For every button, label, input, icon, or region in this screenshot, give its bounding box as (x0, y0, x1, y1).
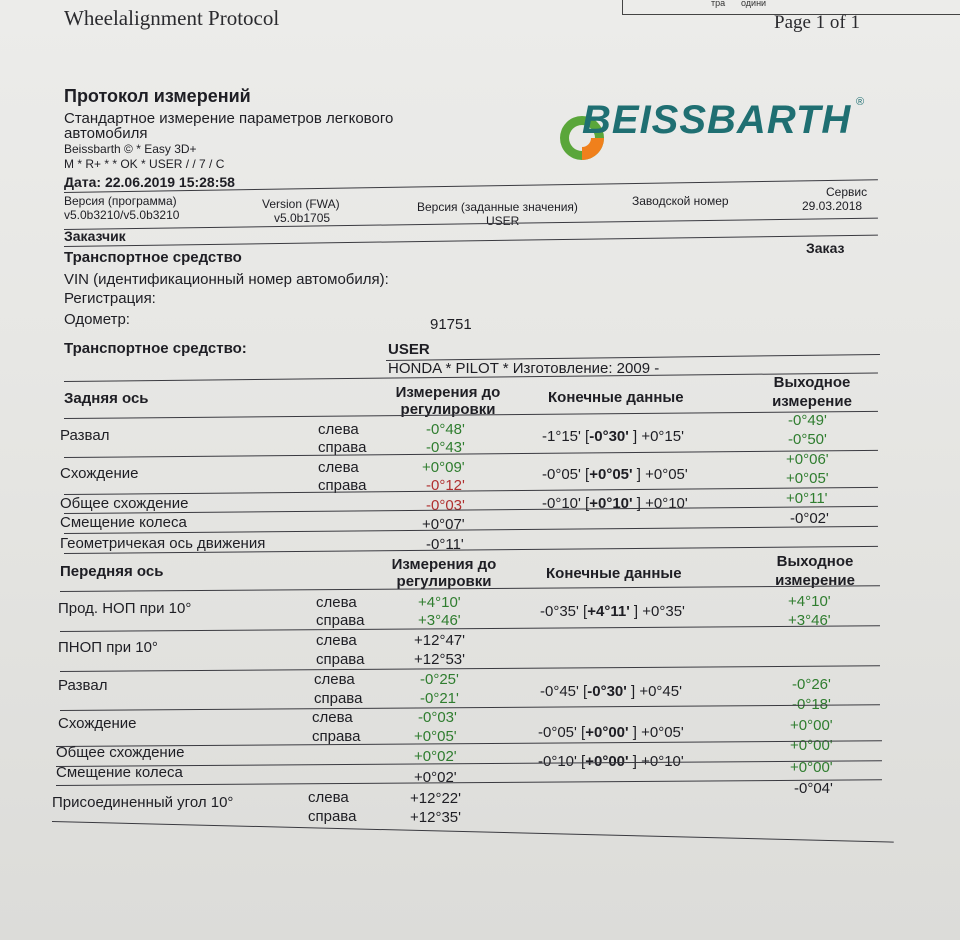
setpoints-version-label: Версия (заданные значения) (417, 200, 578, 214)
registration-label: Регистрация: (64, 290, 156, 307)
front-camber-out-right: -0°18' (792, 696, 831, 713)
front-toe-out-left: +0°00' (790, 717, 833, 734)
serial-number-label: Заводской номер (632, 194, 729, 208)
front-axle-title: Передняя ось (60, 563, 164, 580)
rear-offset-label: Смещение колеса (60, 514, 187, 531)
fwa-version-label: Version (FWA) (262, 197, 340, 211)
included-angle-before-left: +12°22' (410, 790, 461, 807)
front-camber-left-label: слева (314, 671, 355, 688)
rear-toe-before-left: +0°09' (422, 459, 465, 476)
front-toe-right-label: справа (312, 728, 361, 745)
logo-registered: ® (856, 96, 865, 108)
rule-rear-toe (64, 487, 878, 495)
strip-text-2: одини (741, 0, 767, 8)
rear-toe-out-left: +0°06' (786, 451, 829, 468)
program-version-label: Версия (программа) (64, 194, 177, 208)
rear-col-out-1: Выходное (773, 374, 851, 391)
program-version-value: v5.0b3210/v5.0b3210 (64, 208, 180, 222)
front-toe-out-right: +0°00' (790, 737, 833, 754)
beissbarth-logo (556, 96, 866, 164)
vin-label: VIN (идентификационный номер автомобиля): (64, 271, 389, 288)
vehicle-model: HONDA * PILOT * Изготовление: 2009 - (388, 360, 660, 377)
front-caster-label: Прод. НОП при 10° (58, 600, 192, 617)
included-angle-left-label: слева (308, 789, 349, 806)
rear-col-out-2: измерение (772, 393, 852, 410)
logo-text: BEISSBARTH (582, 98, 852, 142)
front-caster-right-label: справа (316, 612, 365, 629)
front-camber-before-left: -0°25' (420, 671, 459, 688)
order-label: Заказ (806, 240, 845, 256)
front-sai-left-label: слева (316, 632, 357, 649)
front-col-target: Конечные данные (546, 565, 682, 582)
front-total-toe-target-max: ] +0°10' (628, 753, 684, 770)
rear-camber-left-label: слева (318, 421, 359, 438)
rear-offset-out: -0°02' (790, 510, 829, 527)
rear-total-toe-target-nominal: +0°10' (589, 495, 633, 512)
front-camber-target (540, 683, 682, 700)
rear-col-before (378, 384, 518, 418)
rear-camber-before-left: -0°48' (426, 421, 465, 438)
included-angle-label: Присоединенный угол 10° (52, 794, 234, 811)
vehicle-label: Транспортное средство (64, 249, 242, 266)
rear-thrust-label: Геометричекая ось движения (60, 535, 266, 552)
rule-bottom (52, 821, 894, 843)
rear-toe-target-nominal: +0°05' (589, 466, 633, 483)
rear-total-toe-label: Общее схождение (60, 495, 189, 512)
front-total-toe-target-nominal: +0°00' (585, 753, 629, 770)
front-offset-out: -0°04' (794, 780, 833, 797)
rear-toe-before-right: -0°12' (426, 477, 465, 494)
front-col-out (750, 552, 880, 590)
rule-front-camber (60, 704, 880, 711)
rule-customer (64, 218, 878, 230)
front-col-before-1: Измерения до (391, 556, 497, 573)
rear-total-toe-target-min: -0°10' [ (542, 495, 590, 512)
front-camber-right-label: справа (314, 690, 363, 707)
front-camber-target-min: -0°45' [ (540, 683, 588, 700)
front-col-out-2: измерение (775, 572, 855, 589)
front-caster-target (540, 603, 685, 620)
page-number: Page 1 of 1 (774, 12, 861, 33)
front-camber-target-nominal: -0°30' (587, 683, 627, 700)
rule-vehicle (64, 235, 878, 247)
front-caster-target-min: -0°35' [ (540, 603, 588, 620)
rear-axle-title: Задняя ось (64, 390, 149, 407)
odometer-value: 91751 (430, 316, 472, 333)
rule-front-sai (60, 665, 880, 672)
front-toe-target-max: ] +0°05' (628, 724, 684, 741)
front-toe-target-min: -0°05' [ (538, 724, 586, 741)
front-camber-target-max: ] +0°45' (626, 683, 682, 700)
rear-camber-out-left: -0°49' (788, 412, 827, 429)
rear-toe-right-label: справа (318, 477, 367, 494)
front-col-before (374, 556, 514, 590)
front-camber-out-left: -0°26' (792, 676, 831, 693)
front-toe-before-left: -0°03' (418, 709, 457, 726)
vehicle-label-2: Транспортное средство: (64, 340, 247, 357)
front-camber-before-right: -0°21' (420, 690, 459, 707)
status-codes: M * R+ * * OK * USER / / 7 / C (64, 157, 225, 171)
front-col-out-1: Выходное (776, 553, 854, 570)
front-caster-out-right: +3°46' (788, 612, 831, 629)
front-sai-before-right: +12°53' (414, 651, 465, 668)
rear-total-toe-target-max: ] +0°10' (632, 495, 688, 512)
service-date: 29.03.2018 (802, 199, 863, 213)
strip-text-1: тра (711, 0, 726, 8)
rear-col-target: Конечные данные (548, 389, 684, 406)
front-total-toe-target-min: -0°10' [ (538, 753, 586, 770)
front-total-toe-out: +0°00' (790, 759, 833, 776)
front-total-toe-label: Общее схождение (56, 744, 185, 761)
rear-camber-target-max: ] +0°15' (628, 428, 684, 445)
document-title: Wheelalignment Protocol (64, 6, 280, 30)
rear-col-before-2: регулировки (400, 401, 496, 418)
rear-toe-target (542, 466, 688, 483)
rear-total-toe-before: -0°03' (426, 497, 465, 514)
vehicle-user: USER (388, 341, 430, 358)
rear-toe-target-min: -0°05' [ (542, 466, 590, 483)
protocol-title: Протокол измерений (64, 86, 251, 106)
rear-col-before-1: Измерения до (395, 384, 501, 401)
front-sai-label: ПНОП при 10° (58, 639, 158, 656)
protocol-subtitle-2: автомобиля (64, 125, 148, 142)
customer-label: Заказчик (64, 228, 126, 244)
rear-col-out (748, 373, 876, 411)
rear-camber-target-nominal: -0°30' (589, 428, 629, 445)
rear-camber-target (542, 428, 684, 445)
included-angle-before-right: +12°35' (410, 809, 461, 826)
rear-toe-target-max: ] +0°05' (632, 466, 688, 483)
front-offset-before: +0°02' (414, 769, 457, 786)
front-sai-right-label: справа (316, 651, 365, 668)
front-toe-label: Схождение (58, 715, 137, 732)
odometer-label: Одометр: (64, 311, 130, 328)
front-caster-before-right: +3°46' (418, 612, 461, 629)
rear-toe-left-label: слева (318, 459, 359, 476)
rear-camber-before-right: -0°43' (426, 439, 465, 456)
rear-toe-label: Схождение (60, 465, 139, 482)
front-toe-target-nominal: +0°00' (585, 724, 629, 741)
rear-toe-out-right: +0°05' (786, 470, 829, 487)
front-caster-left-label: слева (316, 594, 357, 611)
device-name: Beissbarth © * Easy 3D+ (64, 142, 197, 156)
rear-thrust-before: -0°11' (426, 536, 464, 553)
fwa-version-value: v5.0b1705 (274, 211, 331, 225)
front-sai-before-left: +12°47' (414, 632, 465, 649)
rear-camber-right-label: справа (318, 439, 367, 456)
rear-camber-target-min: -1°15' [ (542, 428, 590, 445)
rear-total-toe-out: +0°11' (786, 490, 828, 507)
front-toe-target (538, 724, 684, 741)
measurement-date: Дата: 22.06.2019 15:28:58 (64, 174, 235, 190)
front-caster-out-left: +4°10' (788, 593, 831, 610)
setpoints-version-value: USER (486, 214, 520, 228)
rear-offset-before: +0°07' (422, 516, 465, 533)
front-toe-left-label: слева (312, 709, 353, 726)
service-label: Сервис (826, 185, 868, 199)
rule-front-caster (60, 625, 880, 632)
front-offset-label: Смещение колеса (56, 764, 183, 781)
rule-rear-camber (64, 450, 878, 458)
rear-camber-label: Развал (60, 427, 110, 444)
included-angle-right-label: справа (308, 808, 357, 825)
front-toe-before-right: +0°05' (414, 728, 457, 745)
front-caster-target-max: ] +0°35' (629, 603, 685, 620)
front-total-toe-before: +0°02' (414, 748, 457, 765)
front-col-before-2: регулировки (396, 573, 492, 590)
rear-camber-out-right: -0°50' (788, 431, 827, 448)
front-caster-before-left: +4°10' (418, 594, 461, 611)
front-caster-target-nominal: +4°11' (587, 603, 630, 620)
protocol-subtitle-1: Стандартное измерение параметров легкового (64, 110, 394, 127)
front-camber-label: Развал (58, 677, 108, 694)
